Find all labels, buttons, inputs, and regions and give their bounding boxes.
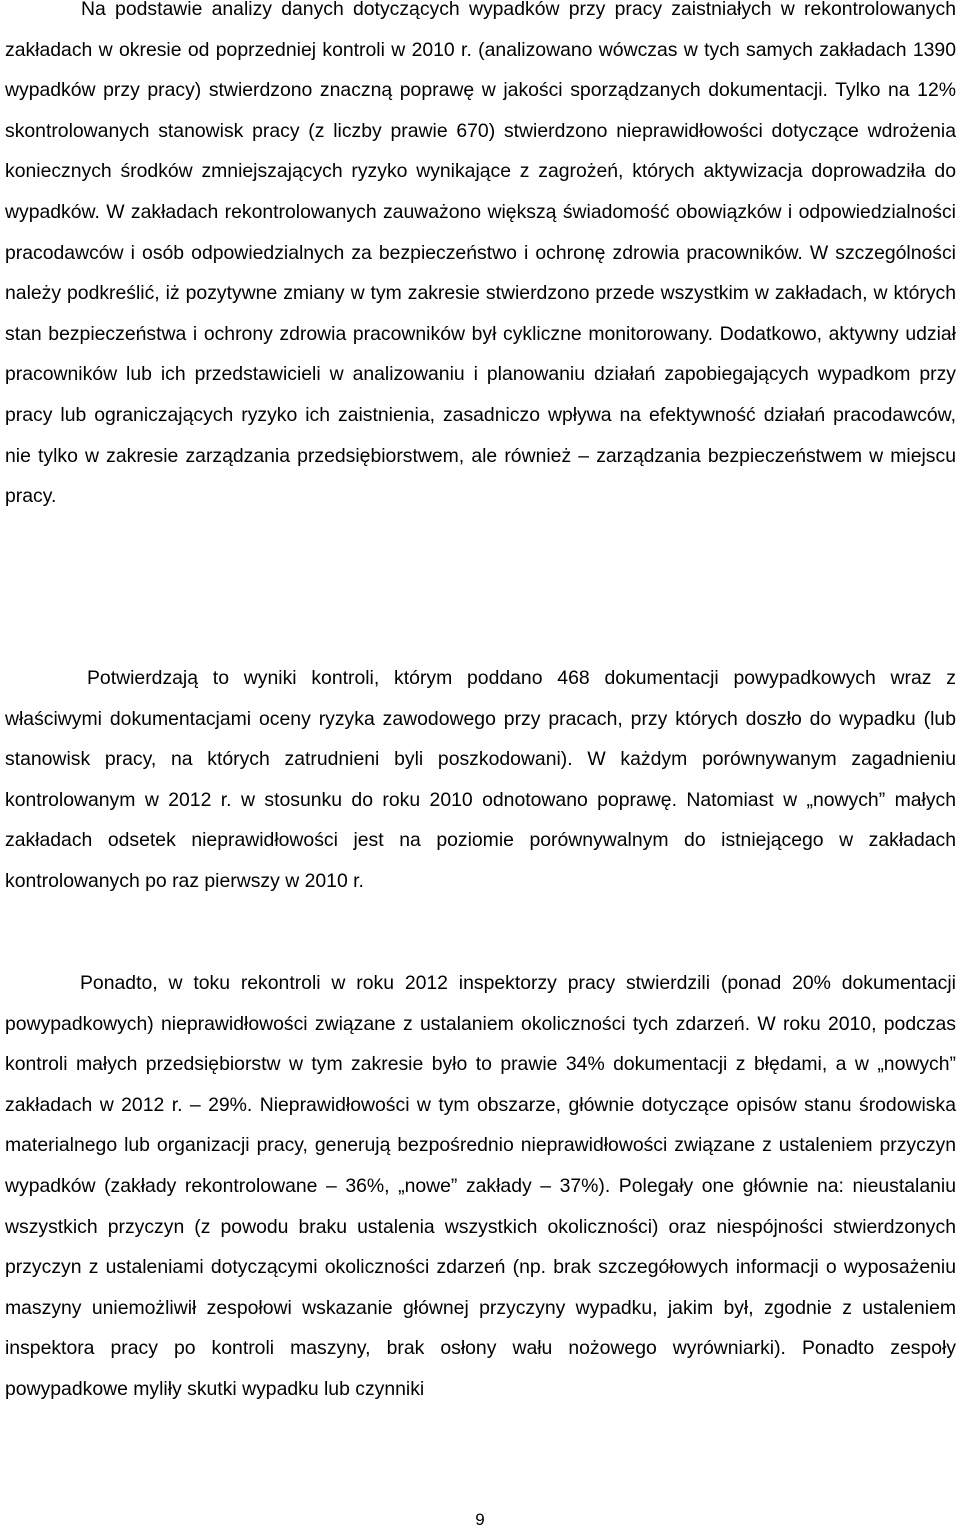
paragraph-inspection-results: Potwierdzają to wyniki kontroli, którym poddano 468 dokumentacji powypadkowych wraz z właściwymi dokumentacjami oceny ryzyka zawodowego przy pracach, przy których doszło do wypadku (lub stanowisk pracy, na których zatrudnieni byli poszkodowani). W każdym porównywanym zagadnieniu kontrolowanym w 2012 r. w stosunku do roku 2010 odnotowano poprawę. Natomiast w „nowych” małych zakładach odsetek nieprawidłowości jest na poziomie porównywalnym do istniejącego w zakładach kontrolowanych po raz pierwszy w 2010 r.	[5, 667, 956, 892]
page-number: 9	[475, 1510, 485, 1529]
paragraph-accident-analysis: Na podstawie analizy danych dotyczących wypadków przy pracy zaistniałych w rekontrolowanych zakładach w okresie od poprzedniej kontroli w 2010 r. (analizowano wówczas w tych samych zakładach 1390 wypadków przy pracy) stwierdzono znaczną poprawę w jakości sporządzanych dokumentacji. Tylko na 12% skontrolowanych stanowisk pracy (z liczby prawie 670) stwierdzono nieprawidłowości dotyczące wdrożenia koniecznych środków zmniejszających ryzyko wynikające z zagrożeń, których aktywizacja doprowadziła do wypadków. W zakładach rekontrolowanych zauważono większą świadomość obowiązków i odpowiedzialności pracodawców i osób odpowiedzialnych za bezpieczeństwo i ochronę zdrowia pracowników. W szczególności należy podkreślić, iż pozytywne zmiany w tym zakresie stwierdzono przede wszystkim w zakładach, w których stan bezpieczeństwa i ochrony zdrowia pracowników był cykliczne monitorowany. Dodatkowo, aktywny udział pracowników lub ich przedstawicieli w analizowaniu i planowaniu działań zapobiegających wypadkom przy pracy lub ograniczających ryzyko ich zaistnienia, zasadniczo wpływa na efektywność działań pracodawców, nie tylko w zakresie zarządzania przedsiębiorstwem, ale również – zarządzania bezpieczeństwem w miejscu pracy.	[5, 0, 956, 508]
paragraph-reinspection-findings: Ponadto, w toku rekontroli w roku 2012 inspektorzy pracy stwierdzili (ponad 20% dokumentacji powypadkowych) nieprawidłowości związane z ustalaniem okoliczności tych zdarzeń. W roku 2010, podczas kontroli małych przedsiębiorstw w tym zakresie było to prawie 34% dokumentacji z błędami, a w „nowych” zakładach w 2012 r. – 29%. Nieprawidłowości w tym obszarze, głównie dotyczące opisów stanu środowiska materialnego lub organizacji pracy, generują bezpośrednio nieprawidłowości związane z ustaleniem przyczyn wypadków (zakłady rekontrolowane – 36%, „nowe” zakłady – 37%). Polegały one głównie na: nieustalaniu wszystkich przyczyn (z powodu braku ustalenia wszystkich okoliczności) oraz niespójności stwierdzonych przyczyn z ustaleniami dotyczącymi okoliczności zdarzeń (np. brak szczegółowych informacji o wyposażeniu maszyny uniemożliwił zespołowi wskazanie głównej przyczyny wypadku, jakim był, zgodnie z ustaleniem inspektora pracy po kontroli maszyny, brak osłony wału nożowego wyrówniarki). Ponadto zespoły powypadkowe myliły skutki wypadku lub czynniki	[5, 972, 956, 1400]
